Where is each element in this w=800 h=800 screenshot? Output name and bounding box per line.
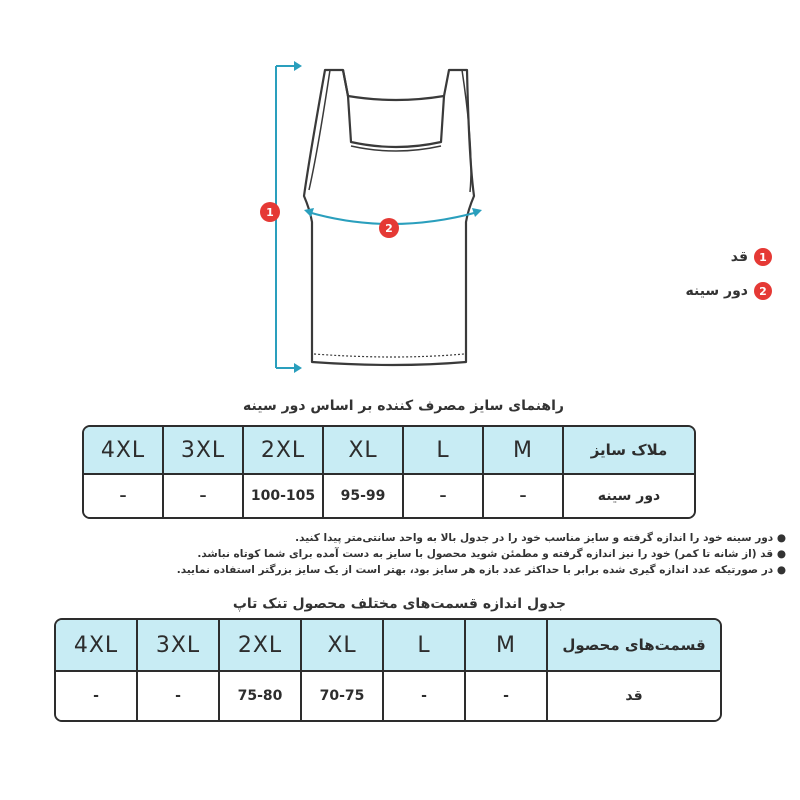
table-cell: –	[164, 475, 244, 517]
table-cell: 75-80	[220, 672, 302, 720]
note-item: ● دور سینه خود را اندازه گرفته و سایز مناسب خود را در جدول بالا به واحد سانتی‌متر پیدا کنید.	[295, 532, 786, 544]
height-arrow	[276, 61, 302, 373]
table-cell: –	[484, 475, 564, 517]
legend-chest	[685, 282, 772, 300]
svg-text:2: 2	[385, 222, 393, 235]
size-header: L	[384, 620, 466, 672]
table1-title: راهنمای سایز مصرف کننده بر اساس دور سینه	[243, 398, 564, 414]
table-cell: -	[466, 672, 548, 720]
table2-title: جدول اندازه قسمت‌های مختلف محصول تنک تاپ	[232, 596, 566, 612]
size-header: 2XL	[220, 620, 302, 672]
note-item: ● قد (از شانه تا کمر) خود را نیز اندازه گرفته و مطمئن شوید محصول با سایز به دست آمده برای شما کوتاه نباشد.	[197, 548, 786, 560]
size-header: 2XL	[244, 427, 324, 475]
notes	[6, 530, 786, 578]
size-header: XL	[302, 620, 384, 672]
marker-height	[260, 202, 280, 222]
size-header: M	[466, 620, 548, 672]
table-cell: 100-105	[244, 475, 324, 517]
table-cell: -	[138, 672, 220, 720]
svg-text:1: 1	[266, 206, 274, 219]
size-guide-table	[82, 425, 696, 519]
size-header: 3XL	[138, 620, 220, 672]
row-label: دور سینه	[564, 475, 694, 517]
size-header: 4XL	[56, 620, 138, 672]
note-item: ● در صورتیکه عدد اندازه گیری شده برابر با حداکثر عدد بازه هر سایز بود، بهتر است از یک سایز بزرگتر استفاده نمایید.	[176, 564, 786, 576]
table-header-row	[56, 620, 720, 672]
legend-number: 1	[754, 248, 772, 266]
row-label: قد	[548, 672, 720, 720]
size-header: L	[404, 427, 484, 475]
product-measurement-table	[54, 618, 722, 722]
size-header: XL	[324, 427, 404, 475]
table-row	[56, 672, 720, 720]
legend-number: 2	[754, 282, 772, 300]
table-cell: -	[384, 672, 466, 720]
legend-label: دور سینه	[685, 283, 748, 299]
legend-height	[731, 248, 772, 266]
size-header: M	[484, 427, 564, 475]
size-header: 4XL	[84, 427, 164, 475]
legend-label: قد	[730, 249, 748, 265]
header-label: ملاک سایز	[564, 427, 694, 475]
table-row	[84, 475, 694, 517]
table-cell: 95-99	[324, 475, 404, 517]
table-cell: 70-75	[302, 672, 384, 720]
table-cell: –	[404, 475, 484, 517]
table-cell: –	[84, 475, 164, 517]
size-header: 3XL	[164, 427, 244, 475]
table-cell: -	[56, 672, 138, 720]
marker-chest	[379, 218, 399, 238]
table-header-row	[84, 427, 694, 475]
header-label: قسمت‌های محصول	[548, 620, 720, 672]
